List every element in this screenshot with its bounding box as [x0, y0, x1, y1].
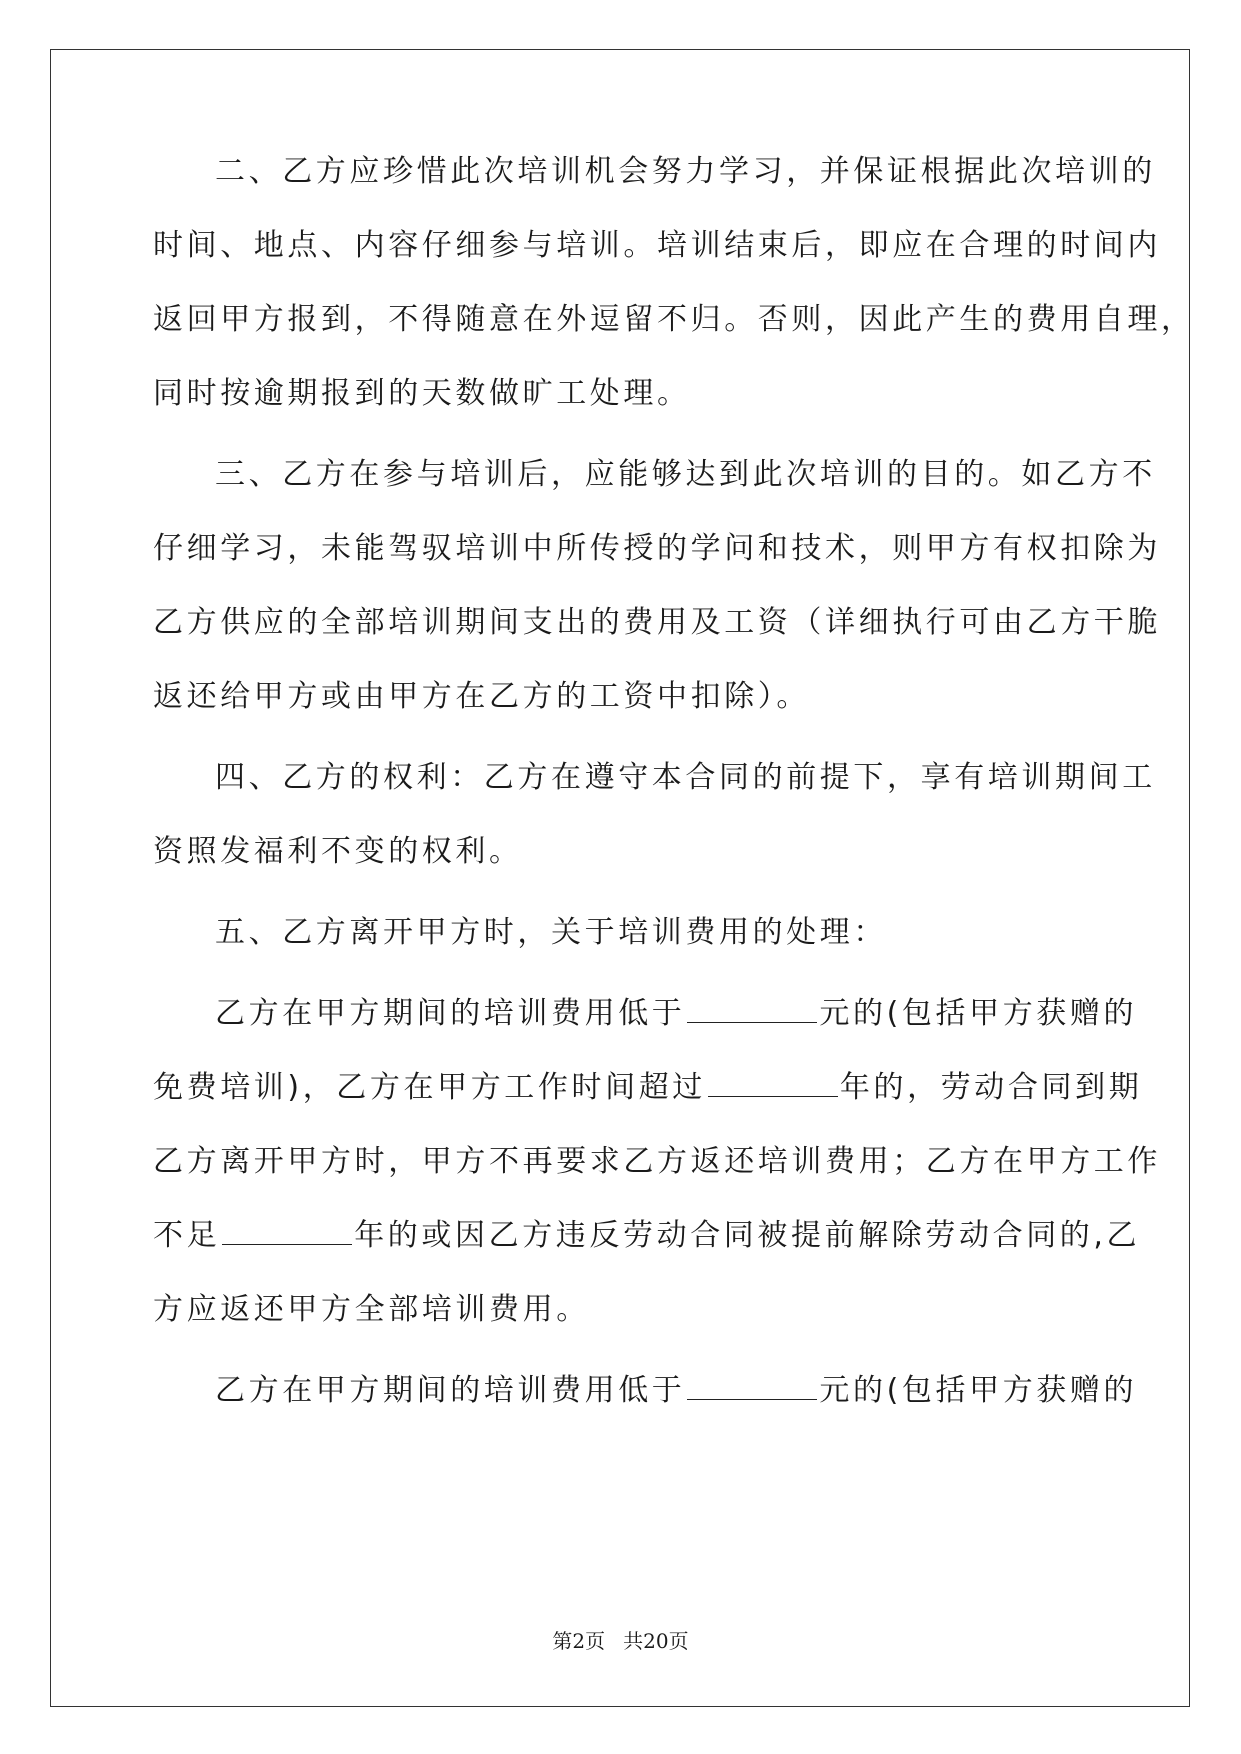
text-segment: 年的或因乙方违反劳动合同被提前解除劳动合同的,乙 — [354, 1218, 1141, 1253]
paragraph-3-line-2: 仔细学习，未能驾驭培训中所传授的学问和技术，则甲方有权扣除为 — [153, 531, 1161, 566]
paragraph-3-line-3: 乙方供应的全部培训期间支出的费用及工资（详细执行可由乙方干脆 — [153, 605, 1161, 640]
paragraph-3-line-4: 返还给甲方或由甲方在乙方的工资中扣除）。 — [153, 679, 810, 714]
paragraph-3-line-1: 三、乙方在参与培训后，应能够达到此次培训的目的。如乙方不 — [215, 457, 1156, 492]
fill-blank-years — [708, 1068, 838, 1097]
page-border — [50, 49, 1190, 1707]
paragraph-2-line-2: 时间、地点、内容仔细参与培训。培训结束后，即应在合理的时间内 — [153, 228, 1161, 263]
text-segment: 年的，劳动合同到期 — [839, 1070, 1143, 1105]
paragraph-4-line-1: 四、乙方的权利：乙方在遵守本合同的前提下，享有培训期间工 — [215, 760, 1156, 795]
paragraph-5a-line-4 — [153, 1216, 1140, 1256]
paragraph-2-line-3: 返回甲方报到，不得随意在外逗留不归。否则，因此产生的费用自理， — [153, 302, 1195, 337]
text-segment: 元的(包括甲方获赠的 — [819, 1373, 1138, 1408]
fill-blank-amount — [687, 1371, 817, 1400]
fill-blank-years — [222, 1216, 352, 1245]
paragraph-5b-line-1 — [215, 1371, 1137, 1411]
paragraph-5a-line-2 — [153, 1068, 1142, 1108]
paragraph-5-heading: 五、乙方离开甲方时，关于培训费用的处理： — [215, 915, 887, 950]
paragraph-2-line-4: 同时按逾期报到的天数做旷工处理。 — [153, 376, 691, 411]
paragraph-4-line-2: 资照发福利不变的权利。 — [153, 834, 523, 869]
text-segment: 乙方在甲方期间的培训费用低于 — [215, 996, 686, 1031]
paragraph-2-line-1: 二、乙方应珍惜此次培训机会努力学习，并保证根据此次培训的 — [215, 154, 1156, 189]
paragraph-5a-line-5: 方应返还甲方全部培训费用。 — [153, 1292, 590, 1327]
paragraph-5a-line-3: 乙方离开甲方时，甲方不再要求乙方返还培训费用；乙方在甲方工作 — [153, 1144, 1161, 1179]
text-segment: 元的(包括甲方获赠的 — [819, 996, 1138, 1031]
fill-blank-amount — [687, 994, 817, 1023]
text-segment: 不足 — [153, 1218, 221, 1253]
text-segment: 免费培训)，乙方在甲方工作时间超过 — [153, 1070, 706, 1105]
page-footer — [0, 1625, 1241, 1654]
page-total: 共20页 — [623, 1629, 689, 1653]
page-number: 第2页 — [552, 1629, 606, 1653]
text-segment: 乙方在甲方期间的培训费用低于 — [215, 1373, 686, 1408]
paragraph-5a-line-1 — [215, 994, 1137, 1034]
